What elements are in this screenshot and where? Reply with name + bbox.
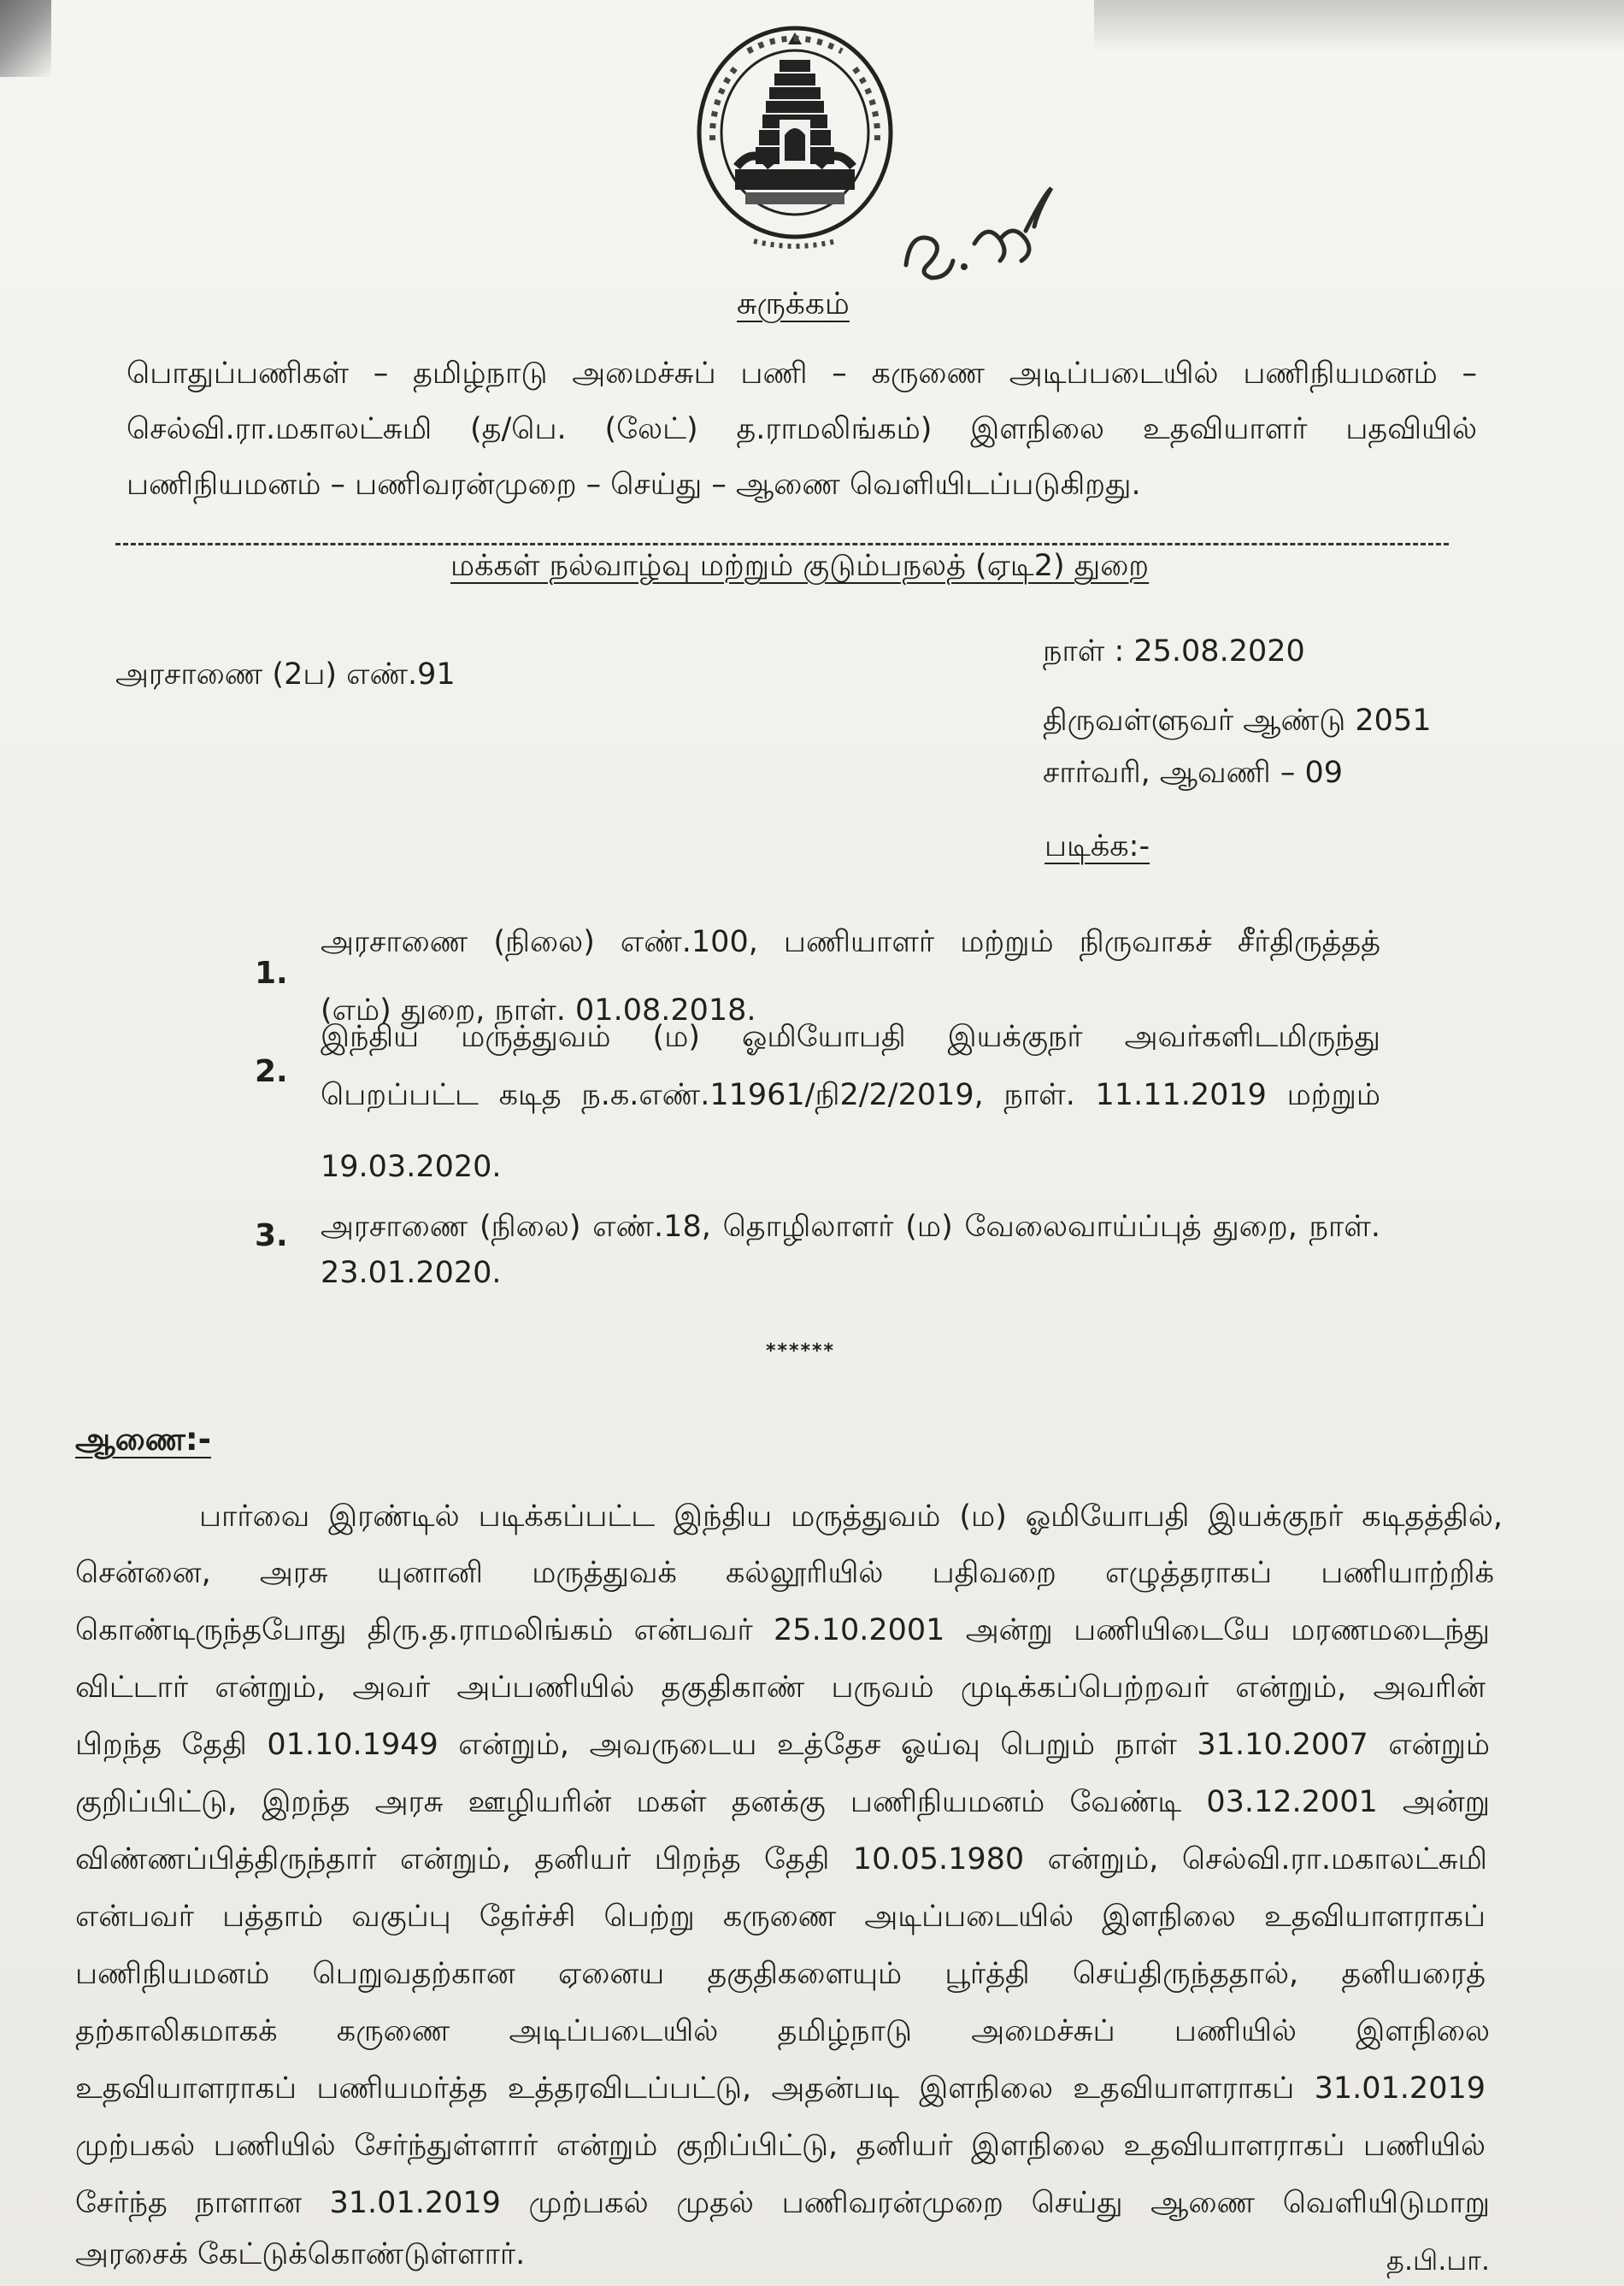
- order-line: உதவியாளராகப் பணியமர்த்த உத்தரவிடப்பட்டு, அதன்படி இளநிலை உதவியாளராகப் 31.01.2019: [75, 2071, 1486, 2106]
- read-label: படிக்க:-: [1044, 829, 1150, 863]
- order-line: குறிப்பிட்டு, இறந்த அரசு ஊழியரின் மகள் தனக்கு பணிநியமனம் வேண்டி 03.12.2001 அன்று: [75, 1785, 1490, 1819]
- order-line: பணிநியமனம் பெறுவதற்கான ஏனைய தகுதிகளையும் பூர்த்தி செய்திருந்ததால், தனியரைத்: [75, 1957, 1486, 1991]
- reference-number: 2.: [255, 1054, 288, 1089]
- dashed-divider: [115, 543, 1449, 545]
- order-line: தற்காலிகமாகக் கருணை அடிப்படையில் தமிழ்நாடு அமைச்சுப் பணியில் இளநிலை: [75, 2014, 1490, 2048]
- order-line: முற்பகல் பணியில் சேர்ந்துள்ளார் என்றும் குறிப்பிட்டு, தனியர் இளநிலை உதவியாளராகப் பணியில்: [75, 2129, 1486, 2163]
- subject-line: செல்வி.ரா.மகாலட்சுமி (த/பெ. (லேட்) த.ராமலிங்கம்) இளநிலை உதவியாளர் பதவியில்: [127, 412, 1477, 446]
- order-line: சேர்ந்த நாளான 31.01.2019 முற்பகல் முதல் பணிவரன்முறை செய்து ஆணை வெளியிடுமாறு: [75, 2186, 1490, 2220]
- order-date: நாள் : 25.08.2020: [1043, 634, 1305, 669]
- section-separator: ******: [766, 1340, 836, 1362]
- page-edge-shadow: [0, 0, 51, 77]
- reference-line: இந்திய மருத்துவம் (ம) ஓமியோபதி இயக்குநர் அவர்களிடமிருந்து: [321, 1020, 1380, 1054]
- subject-line: பணிநியமனம் – பணிவரன்முறை – செய்து – ஆணை வெளியிடப்படுகிறது.: [127, 468, 1141, 502]
- reference-number: 1.: [255, 956, 288, 991]
- order-line: பார்வை இரண்டில் படிக்கப்பட்ட இந்திய மருத்துவம் (ம) ஓமியோபதி இயக்குநர் கடிதத்தில்,: [199, 1499, 1503, 1534]
- subject-line: பொதுப்பணிகள் – தமிழ்நாடு அமைச்சுப் பணி – கருணை அடிப்படையில் பணிநியமனம் –: [127, 356, 1477, 391]
- order-line: அரசைக் கேட்டுக்கொண்டுள்ளார்.: [75, 2237, 526, 2271]
- tamil-year: திருவள்ளுவர் ஆண்டு 2051: [1043, 704, 1432, 738]
- department-title: மக்கள் நல்வாழ்வு மற்றும் குடும்பநலத் (ஏடி2) துறை: [450, 549, 1150, 583]
- page-edge-shadow: [1094, 0, 1624, 51]
- order-line: சென்னை, அரசு யுனானி மருத்துவக் கல்லூரியில் பதிவறை எழுத்தராகப் பணியாற்றிக்: [75, 1556, 1494, 1590]
- order-line: கொண்டிருந்தபோது திரு.த.ராமலிங்கம் என்பவர் 25.10.2001 அன்று பணியிடையே மரணமடைந்து: [75, 1613, 1490, 1647]
- order-heading: ஆணை:-: [75, 1421, 212, 1458]
- order-line: விட்டார் என்றும், அவர் அப்பணியில் தகுதிகாண் பருவம் முடிக்கப்பெற்றவர் என்றும், அவரின்: [75, 1670, 1486, 1705]
- order-line: விண்ணப்பித்திருந்தார் என்றும், தனியர் பிறந்த தேதி 10.05.1980 என்றும், செல்வி.ரா.மகாலட்சுமி: [75, 1842, 1487, 1877]
- tamil-date: சார்வரி, ஆவணி – 09: [1043, 756, 1343, 790]
- order-line: என்பவர் பத்தாம் வகுப்பு தேர்ச்சி பெற்று கருணை அடிப்படையில் இளநிலை உதவியாளராகப்: [75, 1900, 1486, 1934]
- reference-line: அரசாணை (நிலை) எண்.18, தொழிலாளர் (ம) வேலைவாய்ப்புத் துறை, நாள்.: [321, 1210, 1380, 1244]
- reference-line: அரசாணை (நிலை) எண்.100, பணியாளர் மற்றும் நிருவாகச் சீர்திருத்தத்: [321, 925, 1380, 959]
- summary-heading: சுருக்கம்: [737, 286, 850, 321]
- reference-line: பெறப்பட்ட கடித ந.க.எண்.11961/நி2/2/2019, நாள். 11.11.2019 மற்றும்: [321, 1078, 1380, 1112]
- reference-line: (எம்) துறை, நாள். 01.08.2018.: [321, 993, 756, 1028]
- order-line: பிறந்த தேதி 01.10.1949 என்றும், அவருடைய உத்தேச ஓய்வு பெறும் நாள் 31.10.2007 என்றும்: [75, 1728, 1490, 1762]
- page-turn-mark: த.பி.பா.: [1386, 2244, 1491, 2277]
- tamil-nadu-emblem-icon: [684, 17, 906, 274]
- reference-number: 3.: [255, 1218, 288, 1253]
- reference-line: 19.03.2020.: [321, 1150, 502, 1184]
- handwritten-initials: [889, 162, 1060, 291]
- order-number: அரசாணை (2ப) எண்.91: [115, 657, 456, 692]
- reference-line: 23.01.2020.: [321, 1256, 502, 1290]
